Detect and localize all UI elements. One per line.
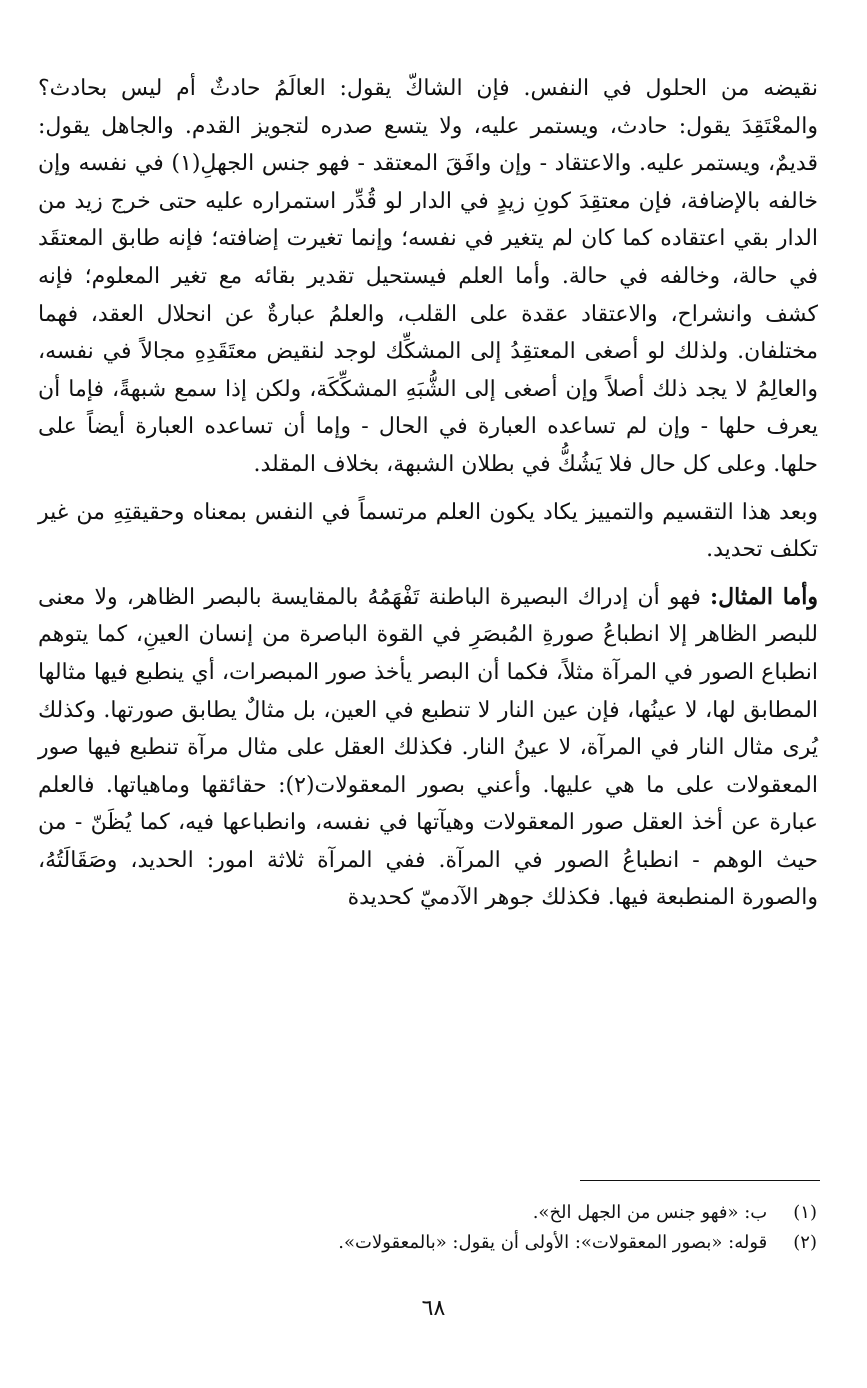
paragraph-text: فهو أن إدراك البصيرة الباطنة تَفْهَمُهُ بالمقايسة بالبصر الظاهر، ولا معنى للبصر الظاهر إلا انطباعُ صورةِ المُبصَرِ في القوة الباصرة من إنسان العينِ، كما يتوهم انطباع الصور في المرآة مثلاً، فكما أن البصر يأخذ صور المبصرات، أي ينطبع فيها مثالها المطابق لها، لا عينُها، فإن عين النار لا تنطبع في العين، بل مثالٌ يطابق صورتها. وكذلك يُرى مثال النار في المرآة، لا عينُ النار. فكذلك العقل على مثال مرآة تنطبع فيها صور المعقولات على ما هي عليها. وأعني بصور المعقولات(٢): حقائقها وماهياتها. فالعلم عبارة عن أخذ العقل صور المعقولات وهيآتها في نفسه، وانطباعها فيه، كما يُظَنّ - من حيث الوهم - انطباعُ الصور في المرآة. ففي المرآة ثلاثة امور: الحديد، وصَقَالَتُهُ، والصورة المنطبعة فيها. فكذلك جوهر الآدميّ كحديدة: [38, 584, 818, 911]
footnote: [77, 1228, 817, 1258]
footnote-text: ب: «فهو جنس من الجهل الخ».: [532, 1202, 768, 1223]
paragraph-text: وبعد هذا التقسيم والتمييز يكاد يكون العلم مرتسماً في النفس بمعناه وحقيقتِهِ من غير تكلف تحديد.: [38, 499, 818, 563]
footnotes: [77, 1198, 817, 1258]
page-number: ٦٨: [421, 1296, 446, 1321]
paragraph: [38, 494, 818, 569]
main-text: [38, 70, 818, 917]
paragraph: [38, 579, 818, 917]
paragraph-text: نقيضه من الحلول في النفس. فإن الشاكّ يقول: العالَمُ حادثٌ أم ليس بحادث؟ والمعْتَقِدَ يقول: حادث، ويستمر عليه، ولا يتسع صدره لتجويز القدم. والجاهل يقول: قديمٌ، ويستمر عليه. والاعتقاد - وإن وافَقَ المعتقد - فهو جنس الجهلِ(١) في نفسه وإن خالفه بالإضافة، فإن معتقِدَ كونِ زيدٍ في الدار لو قُدِّر استمراره عليه حتى خرج زيد من الدار بقي اعتقاده كما كان لم يتغير في نفسه؛ وإنما تغيرت إضافته؛ فإنه طابق المعتقَد في حالة، وخالفه في حالة. وأما العلم فيستحيل تقدير بقائه مع تغير المعلوم؛ فإنه كشف وانشراح، والاعتقاد عقدة على القلب، والعلمُ عبارةٌ عن انحلال العقد، فهما مختلفان. ولذلك لو أصغى المعتقِدُ إلى المشكِّك لوجد لنقيض معتَقَدِهِ مجالاً في نفسه، والعالِمُ لا يجد ذلك أصلاً وإن أصغى إلى الشُّبَهِ المشكِّكَة، ولكن إذا سمع شبهةً، فإما أن يعرف حلها - وإن لم تساعده العبارة في الحال - وإما أن تساعده العبارة أيضاً على حلها. وعلى كل حال فلا يَشُكُّ في بطلان الشبهة، بخلاف المقلد.: [38, 76, 818, 477]
footnote-number: (١): [793, 1202, 817, 1223]
paragraph: [38, 70, 818, 484]
footnote: [77, 1198, 817, 1228]
footnote-number: (٢): [793, 1232, 817, 1253]
footnote-divider: [580, 1180, 820, 1181]
paragraph-lead: وأما المثال:: [710, 583, 818, 610]
footnote-text: قوله: «بصور المعقولات»: الأولى أن يقول: «بالمعقولات».: [338, 1232, 768, 1253]
